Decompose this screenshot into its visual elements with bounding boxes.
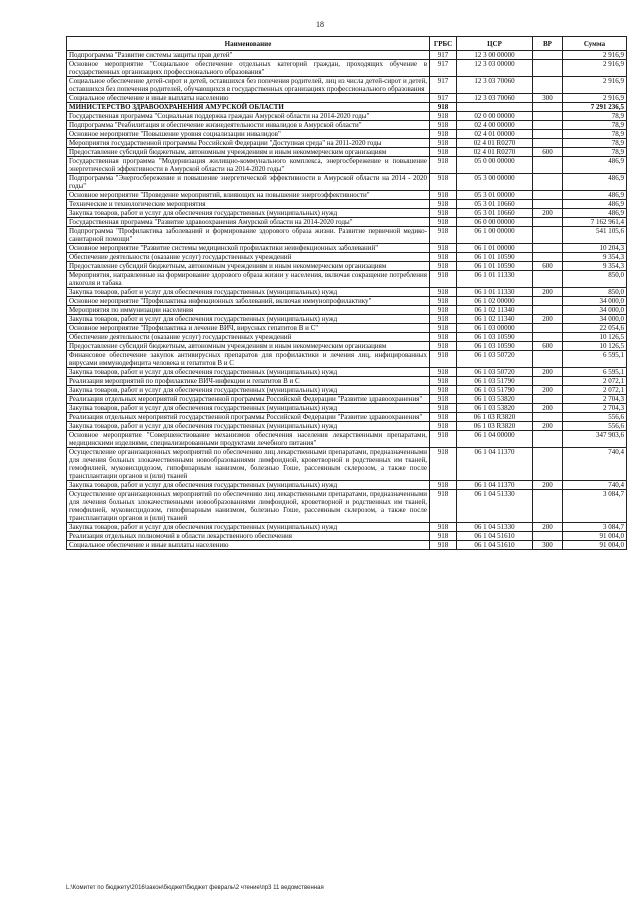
row-sum-cell: 78,9: [563, 139, 627, 148]
row-grbs-cell: 918: [430, 404, 457, 413]
row-name-cell: Осуществление организационных мероприятий по обеспечению лиц лекарственными препаратами, предназначенными для лечения больных злокачественными новообразованиями лимфоидной, кроветворной и родственных им тканей, гемофилией, муковисцидозом, гипофизарным нанизмом, болезнью Гоше, рассеянным склерозом, а также после трансплантации органов и (или) тканей: [67, 490, 430, 523]
row-grbs-cell: 918: [430, 218, 457, 227]
row-sum-cell: 91 004,0: [563, 532, 627, 541]
row-vr-cell: [533, 130, 563, 139]
row-name-cell: Государственная программа "Развитие здравоохранения Амурской области на 2014-2020 годы": [67, 218, 430, 227]
page-number: 18: [316, 20, 324, 29]
row-sum-cell: 34 000,0: [563, 297, 627, 306]
row-sum-cell: 486,9: [563, 209, 627, 218]
row-sum-cell: 3 084,7: [563, 490, 627, 523]
row-vr-cell: 200: [533, 288, 563, 297]
row-csr-cell: 06 1 02 00000: [457, 297, 533, 306]
row-grbs-cell: 918: [430, 413, 457, 422]
row-csr-cell: 12 3 03 00000: [457, 60, 533, 77]
row-vr-cell: 600: [533, 262, 563, 271]
row-grbs-cell: 918: [430, 422, 457, 431]
row-csr-cell: 06 1 03 10590: [457, 333, 533, 342]
table-row: [67, 532, 627, 541]
row-grbs-cell: 918: [430, 253, 457, 262]
column-header-grbs: ГРБС: [430, 37, 457, 51]
row-grbs-cell: 918: [430, 288, 457, 297]
row-csr-cell: 06 1 03 R3820: [457, 413, 533, 422]
row-sum-cell: 3 084,7: [563, 523, 627, 532]
row-sum-cell: 7 291 236,5: [563, 103, 627, 112]
row-vr-cell: [533, 60, 563, 77]
column-header-name: Наименование: [67, 37, 430, 51]
row-csr-cell: 05 3 00 00000: [457, 174, 533, 191]
table-row: [67, 94, 627, 103]
row-name-cell: Предоставление субсидий бюджетным, автономным учреждениям и иным некоммерческим организациям: [67, 262, 430, 271]
row-sum-cell: 78,9: [563, 148, 627, 157]
row-csr-cell: 02 4 01 R0270: [457, 148, 533, 157]
row-name-cell: Осуществление организационных мероприятий по обеспечению лиц лекарственными препаратами, предназначенными для лечения больных злокачественными новообразованиями лимфоидной, кроветворной и родственных им тканей, гемофилией, муковисцидозом, гипофизарным нанизмом, болезнью Гоше, рассеянным склерозом, а также после трансплантации органов и (или) тканей: [67, 448, 430, 481]
row-csr-cell: 06 1 03 00000: [457, 324, 533, 333]
row-name-cell: Обеспечение деятельности (оказание услуг) государственных учреждений: [67, 253, 430, 262]
row-name-cell: Закупка товаров, работ и услуг для обеспечения государственных (муниципальных) нужд: [67, 288, 430, 297]
row-grbs-cell: 918: [430, 342, 457, 351]
row-name-cell: Реализация отдельных мероприятий государственной программы Российской Федерации "Развитие здравоохранения": [67, 413, 430, 422]
row-sum-cell: 740,4: [563, 481, 627, 490]
row-csr-cell: 06 1 04 51610: [457, 541, 533, 550]
row-sum-cell: 10 204,3: [563, 244, 627, 253]
row-csr-cell: 06 1 01 10590: [457, 253, 533, 262]
table-row: [67, 191, 627, 200]
row-sum-cell: 6 595,1: [563, 368, 627, 377]
row-grbs-cell: 917: [430, 51, 457, 60]
table-row: [67, 413, 627, 422]
row-vr-cell: [533, 431, 563, 448]
row-name-cell: Закупка товаров, работ и услуг для обеспечения государственных (муниципальных) нужд: [67, 368, 430, 377]
row-csr-cell: 12 3 03 70060: [457, 94, 533, 103]
row-sum-cell: 2 072,1: [563, 377, 627, 386]
row-grbs-cell: 918: [430, 103, 457, 112]
row-vr-cell: 200: [533, 315, 563, 324]
row-csr-cell: 05 0 00 00000: [457, 157, 533, 174]
row-sum-cell: 2 916,9: [563, 51, 627, 60]
row-sum-cell: 78,9: [563, 121, 627, 130]
row-grbs-cell: 918: [430, 532, 457, 541]
row-grbs-cell: 918: [430, 262, 457, 271]
row-csr-cell: 06 1 01 11330: [457, 271, 533, 288]
row-grbs-cell: 918: [430, 368, 457, 377]
row-sum-cell: 486,9: [563, 174, 627, 191]
row-grbs-cell: 918: [430, 448, 457, 481]
row-grbs-cell: 918: [430, 315, 457, 324]
row-name-cell: Основное мероприятие "Развитие системы медицинской профилактики неинфекционных заболеваний": [67, 244, 430, 253]
row-csr-cell: 06 1 00 00000: [457, 227, 533, 244]
row-name-cell: Основное мероприятие "Проведение мероприятий, влияющих на повышение энергоэффективности": [67, 191, 430, 200]
row-name-cell: Реализация отдельных полномочий в области лекарственного обеспечения: [67, 532, 430, 541]
row-name-cell: Закупка товаров, работ и услуг для обеспечения государственных (муниципальных) нужд: [67, 422, 430, 431]
row-grbs-cell: 918: [430, 377, 457, 386]
table-row: [67, 60, 627, 77]
table-row: [67, 490, 627, 523]
row-name-cell: Подпрограмма "Развитие системы защиты прав детей": [67, 51, 430, 60]
row-grbs-cell: 918: [430, 490, 457, 523]
row-name-cell: Социальное обеспечение детей-сирот и детей, оставшихся без попечения родителей, лиц из числа детей-сирот и детей, оставшихся без попечения родителей, обучающихся в государственных организациях профессионального образования: [67, 77, 430, 94]
row-vr-cell: [533, 244, 563, 253]
table-row: [67, 174, 627, 191]
row-vr-cell: [533, 297, 563, 306]
row-csr-cell: 06 1 03 51790: [457, 377, 533, 386]
row-vr-cell: 600: [533, 148, 563, 157]
row-name-cell: МИНИСТЕРСТВО ЗДРАВООХРАНЕНИЯ АМУРСКОЙ ОБЛАСТИ: [67, 103, 430, 112]
table-row: [67, 209, 627, 218]
table-row: [67, 404, 627, 413]
row-sum-cell: 22 054,6: [563, 324, 627, 333]
table-row: [67, 395, 627, 404]
row-name-cell: Социальное обеспечение и иные выплаты населению: [67, 94, 430, 103]
row-csr-cell: 06 1 04 11370: [457, 481, 533, 490]
row-name-cell: Закупка товаров, работ и услуг для обеспечения государственных (муниципальных) нужд: [67, 315, 430, 324]
row-grbs-cell: 917: [430, 77, 457, 94]
row-csr-cell: [457, 103, 533, 112]
row-csr-cell: 06 1 02 11340: [457, 315, 533, 324]
row-sum-cell: 850,0: [563, 271, 627, 288]
row-name-cell: Обеспечение деятельности (оказание услуг) государственных учреждений: [67, 333, 430, 342]
row-vr-cell: [533, 490, 563, 523]
row-vr-cell: 300: [533, 541, 563, 550]
row-vr-cell: [533, 139, 563, 148]
row-csr-cell: 02 4 01 R0270: [457, 139, 533, 148]
row-vr-cell: 300: [533, 94, 563, 103]
row-grbs-cell: 918: [430, 306, 457, 315]
row-grbs-cell: 918: [430, 271, 457, 288]
row-csr-cell: 05 3 01 00000: [457, 191, 533, 200]
row-sum-cell: 556,6: [563, 413, 627, 422]
row-sum-cell: 2 704,3: [563, 404, 627, 413]
row-vr-cell: [533, 395, 563, 404]
row-sum-cell: 91 004,0: [563, 541, 627, 550]
row-sum-cell: 740,4: [563, 448, 627, 481]
table-row: [67, 342, 627, 351]
row-name-cell: Государственная программа "Социальная поддержка граждан Амурской области на 2014-2020 годы": [67, 112, 430, 121]
row-grbs-cell: 918: [430, 244, 457, 253]
table-row: [67, 77, 627, 94]
row-csr-cell: 06 1 03 50720: [457, 368, 533, 377]
row-grbs-cell: 918: [430, 200, 457, 209]
row-grbs-cell: 918: [430, 431, 457, 448]
row-grbs-cell: 917: [430, 94, 457, 103]
row-csr-cell: 06 0 00 00000: [457, 218, 533, 227]
file-path-footer: L:\Комитет по бюджету\2016\закон\бюджет\бюджет февраль\2 чтение\пр3 11 ведомственная: [66, 885, 324, 891]
table-row: [67, 262, 627, 271]
row-vr-cell: [533, 448, 563, 481]
table-row: [67, 51, 627, 60]
row-name-cell: Подпрограмма "Реабилитация и обеспечение жизнедеятельности инвалидов в Амурской области": [67, 121, 430, 130]
row-grbs-cell: 918: [430, 112, 457, 121]
row-grbs-cell: 918: [430, 174, 457, 191]
table-row: [67, 253, 627, 262]
row-csr-cell: 06 1 03 R3820: [457, 422, 533, 431]
column-header-vr: ВР: [533, 37, 563, 51]
table-row: [67, 351, 627, 368]
row-grbs-cell: 918: [430, 523, 457, 532]
row-vr-cell: [533, 174, 563, 191]
row-vr-cell: 200: [533, 209, 563, 218]
row-csr-cell: 12 3 00 00000: [457, 51, 533, 60]
row-vr-cell: [533, 121, 563, 130]
row-csr-cell: 02 4 01 00000: [457, 130, 533, 139]
row-vr-cell: 600: [533, 342, 563, 351]
table-row: [67, 218, 627, 227]
row-grbs-cell: 918: [430, 148, 457, 157]
table-row: [67, 227, 627, 244]
table-row: [67, 112, 627, 121]
row-sum-cell: 850,0: [563, 288, 627, 297]
row-sum-cell: 486,9: [563, 157, 627, 174]
row-vr-cell: [533, 532, 563, 541]
row-sum-cell: 34 000,0: [563, 306, 627, 315]
table-body: [67, 51, 627, 550]
table-row: [67, 103, 627, 112]
row-grbs-cell: 918: [430, 297, 457, 306]
row-sum-cell: 78,9: [563, 112, 627, 121]
row-grbs-cell: 918: [430, 386, 457, 395]
row-grbs-cell: 918: [430, 157, 457, 174]
row-vr-cell: [533, 377, 563, 386]
row-vr-cell: [533, 271, 563, 288]
row-vr-cell: 200: [533, 523, 563, 532]
row-name-cell: Подпрограмма "Энергосбережение и повышение энергетической эффективности в Амурской области на 2014 - 2020 годы": [67, 174, 430, 191]
row-vr-cell: [533, 191, 563, 200]
row-sum-cell: 2 704,3: [563, 395, 627, 404]
row-vr-cell: [533, 51, 563, 60]
row-name-cell: Основное мероприятие "Совершенствование механизмов обеспечения населения лекарственными препаратами, медицинскими изделиями, специализированными продуктами лечебного питания": [67, 431, 430, 448]
row-csr-cell: 12 3 03 70060: [457, 77, 533, 94]
table-row: [67, 431, 627, 448]
table-row: [67, 121, 627, 130]
row-name-cell: Реализация отдельных мероприятий государственной программы Российской Федерации "Развитие здравоохранения": [67, 395, 430, 404]
table-row: [67, 288, 627, 297]
row-csr-cell: 05 3 01 10660: [457, 200, 533, 209]
table-row: [67, 333, 627, 342]
row-name-cell: Предоставление субсидий бюджетным, автономным учреждениям и иным некоммерческим организациям: [67, 148, 430, 157]
row-name-cell: Государственная программа "Модернизация жилищно-коммунального комплекса, энергосбережение и повышение энергетической эффективности в Амурской области на 2014-2020 годы": [67, 157, 430, 174]
row-name-cell: Основное мероприятие "Повышение уровня социализации инвалидов": [67, 130, 430, 139]
row-csr-cell: 06 1 01 00000: [457, 244, 533, 253]
row-grbs-cell: 918: [430, 191, 457, 200]
row-csr-cell: 06 1 04 00000: [457, 431, 533, 448]
table-row: [67, 386, 627, 395]
row-name-cell: Закупка товаров, работ и услуг для обеспечения государственных (муниципальных) нужд: [67, 386, 430, 395]
table-row: [67, 271, 627, 288]
row-name-cell: Основное мероприятие "Профилактика и лечение ВИЧ, вирусных гепатитов В и С": [67, 324, 430, 333]
table-row: [67, 130, 627, 139]
row-sum-cell: 2 072,1: [563, 386, 627, 395]
row-name-cell: Реализация мероприятий по профилактике ВИЧ-инфекции и гепатитов В и С: [67, 377, 430, 386]
row-name-cell: Финансовое обеспечение закупок антивирусных препаратов для профилактики и лечения лиц, инфицированных вирусами иммунодефицита человека и гепатитов В и С: [67, 351, 430, 368]
row-vr-cell: [533, 333, 563, 342]
row-name-cell: Мероприятия, направленные на формирование здорового образа жизни у населения, включая сокращение потребления алкоголя и табака: [67, 271, 430, 288]
row-name-cell: Закупка товаров, работ и услуг для обеспечения государственных (муниципальных) нужд: [67, 481, 430, 490]
row-csr-cell: 06 1 02 11340: [457, 306, 533, 315]
row-grbs-cell: 917: [430, 60, 457, 77]
table-row: [67, 368, 627, 377]
row-sum-cell: 541 105,6: [563, 227, 627, 244]
row-vr-cell: 200: [533, 368, 563, 377]
row-grbs-cell: 918: [430, 333, 457, 342]
row-sum-cell: 2 916,9: [563, 77, 627, 94]
row-name-cell: Мероприятия государственной программы Российской Федерации "Доступная среда" на 2011-2020 годы: [67, 139, 430, 148]
row-sum-cell: 556,6: [563, 422, 627, 431]
row-vr-cell: [533, 103, 563, 112]
row-sum-cell: 10 126,5: [563, 333, 627, 342]
table-row: [67, 481, 627, 490]
row-sum-cell: 10 126,5: [563, 342, 627, 351]
row-sum-cell: 9 354,3: [563, 262, 627, 271]
column-header-sum: Сумма: [563, 37, 627, 51]
row-vr-cell: [533, 200, 563, 209]
row-sum-cell: 7 162 961,4: [563, 218, 627, 227]
table-row: [67, 541, 627, 550]
table-row: [67, 200, 627, 209]
row-grbs-cell: 918: [430, 209, 457, 218]
row-csr-cell: 06 1 04 51330: [457, 490, 533, 523]
table-row: [67, 244, 627, 253]
row-csr-cell: 06 1 03 50720: [457, 351, 533, 368]
table-row: [67, 315, 627, 324]
row-csr-cell: 06 1 03 53820: [457, 395, 533, 404]
table-row: [67, 306, 627, 315]
row-name-cell: Технические и технологические мероприятия: [67, 200, 430, 209]
row-sum-cell: 9 354,3: [563, 253, 627, 262]
row-csr-cell: 06 1 03 51790: [457, 386, 533, 395]
row-sum-cell: 6 595,1: [563, 351, 627, 368]
row-vr-cell: 200: [533, 422, 563, 431]
row-grbs-cell: 918: [430, 481, 457, 490]
table-row: [67, 139, 627, 148]
row-name-cell: Основное мероприятие "Профилактика инфекционных заболеваний, включая иммунопрофилактику": [67, 297, 430, 306]
row-name-cell: Закупка товаров, работ и услуг для обеспечения государственных (муниципальных) нужд: [67, 404, 430, 413]
row-csr-cell: 06 1 01 11330: [457, 288, 533, 297]
row-sum-cell: 34 000,0: [563, 315, 627, 324]
table-row: [67, 377, 627, 386]
row-sum-cell: 347 903,6: [563, 431, 627, 448]
row-csr-cell: 06 1 04 51610: [457, 532, 533, 541]
row-csr-cell: 06 1 04 51330: [457, 523, 533, 532]
row-vr-cell: [533, 112, 563, 121]
table-row: [67, 523, 627, 532]
row-csr-cell: 02 0 00 00000: [457, 112, 533, 121]
row-csr-cell: 06 1 03 10590: [457, 342, 533, 351]
row-csr-cell: 06 1 03 53820: [457, 404, 533, 413]
table-row: [67, 297, 627, 306]
table-row: [67, 324, 627, 333]
row-name-cell: Основное мероприятие "Социальное обеспечение отдельных категорий граждан, проходящих обучение в государственных организациях профессионального образования": [67, 60, 430, 77]
row-csr-cell: 06 1 01 10590: [457, 262, 533, 271]
row-name-cell: Социальное обеспечение и иные выплаты населению: [67, 541, 430, 550]
row-vr-cell: 200: [533, 386, 563, 395]
row-grbs-cell: 918: [430, 395, 457, 404]
table-row: [67, 148, 627, 157]
row-name-cell: Мероприятия по иммунизации населения: [67, 306, 430, 315]
row-vr-cell: 200: [533, 404, 563, 413]
row-grbs-cell: 918: [430, 139, 457, 148]
row-vr-cell: [533, 157, 563, 174]
row-sum-cell: 486,9: [563, 191, 627, 200]
row-csr-cell: 06 1 04 11370: [457, 448, 533, 481]
row-grbs-cell: 918: [430, 121, 457, 130]
budget-table: [66, 36, 627, 550]
row-name-cell: Подпрограмма "Профилактика заболеваний и формирование здорового образа жизни. Развитие первичной медико-санитарной помощи": [67, 227, 430, 244]
row-name-cell: Предоставление субсидий бюджетным, автономным учреждениям и иным некоммерческим организациям: [67, 342, 430, 351]
row-vr-cell: 200: [533, 481, 563, 490]
row-vr-cell: [533, 351, 563, 368]
row-vr-cell: [533, 218, 563, 227]
row-vr-cell: [533, 227, 563, 244]
table-header-row: [67, 37, 627, 51]
row-csr-cell: 02 4 00 00000: [457, 121, 533, 130]
row-sum-cell: 2 916,9: [563, 60, 627, 77]
row-csr-cell: 05 3 01 10660: [457, 209, 533, 218]
row-name-cell: Закупка товаров, работ и услуг для обеспечения государственных (муниципальных) нужд: [67, 209, 430, 218]
column-header-csr: ЦСР: [457, 37, 533, 51]
row-vr-cell: [533, 413, 563, 422]
row-grbs-cell: 918: [430, 541, 457, 550]
row-vr-cell: [533, 324, 563, 333]
row-grbs-cell: 918: [430, 351, 457, 368]
row-sum-cell: 486,9: [563, 200, 627, 209]
row-grbs-cell: 918: [430, 324, 457, 333]
row-vr-cell: [533, 253, 563, 262]
row-vr-cell: [533, 306, 563, 315]
row-sum-cell: 2 916,9: [563, 94, 627, 103]
row-name-cell: Закупка товаров, работ и услуг для обеспечения государственных (муниципальных) нужд: [67, 523, 430, 532]
table-row: [67, 448, 627, 481]
table-row: [67, 157, 627, 174]
row-sum-cell: 78,9: [563, 130, 627, 139]
row-grbs-cell: 918: [430, 130, 457, 139]
row-vr-cell: [533, 77, 563, 94]
row-grbs-cell: 918: [430, 227, 457, 244]
table-row: [67, 422, 627, 431]
